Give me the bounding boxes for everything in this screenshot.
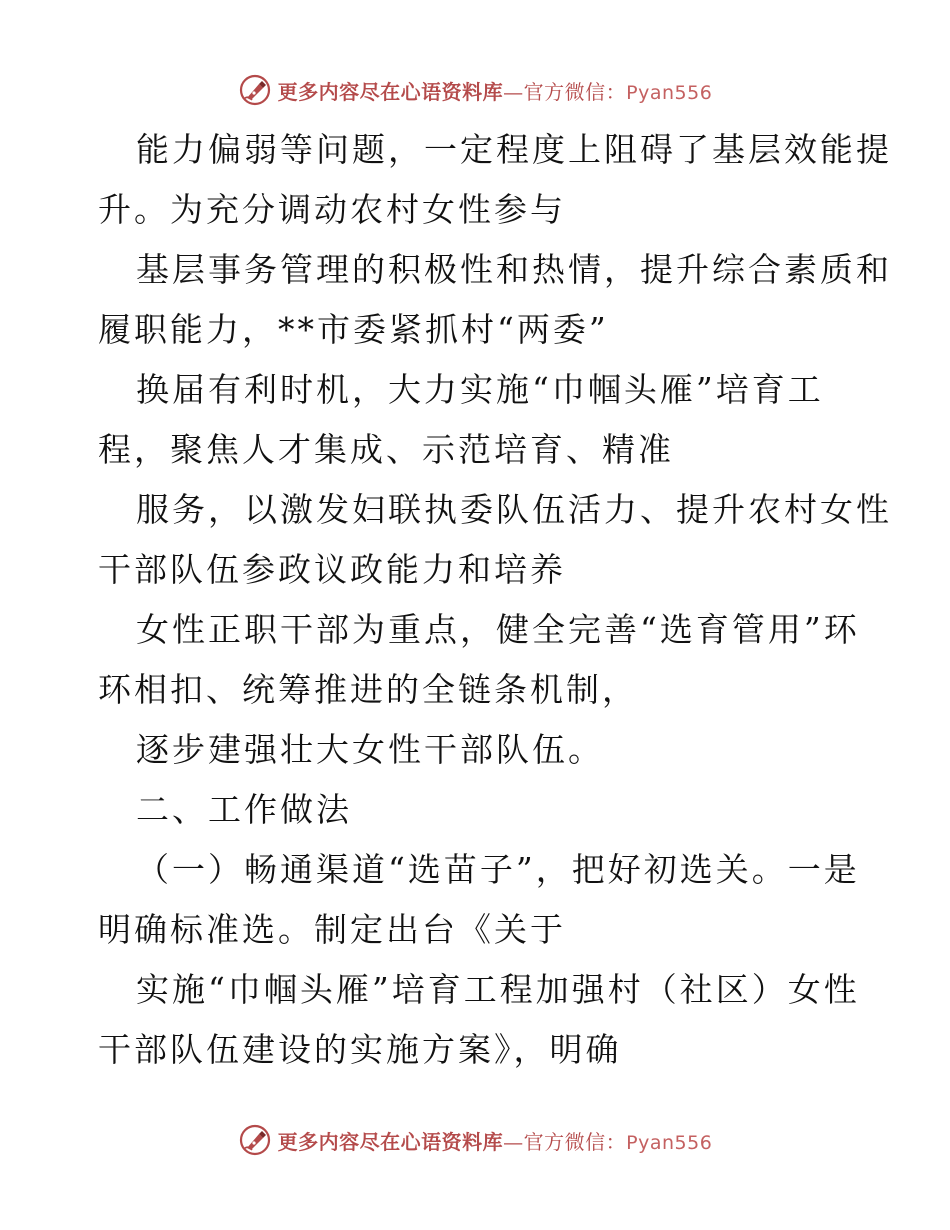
watermark-text xyxy=(278,76,713,105)
pen-nib-logo-icon xyxy=(238,73,272,107)
text-line: （一）畅通渠道“选苗子”，把好初选关。一是 xyxy=(136,850,860,889)
text-line: 换届有利时机，大力实施“巾帼头雁”培育工 xyxy=(136,370,824,409)
watermark-separator: — xyxy=(503,1129,524,1154)
pen-nib-logo-icon xyxy=(238,1123,272,1157)
watermark-separator: — xyxy=(503,79,524,104)
text-line: 履职能力，**市委紧抓村“两委” xyxy=(98,310,609,349)
text-line: 服务，以激发妇联执委队伍活力、提升农村女性 xyxy=(136,490,892,529)
text-line: 实施“巾帼头雁”培育工程加强村（社区）女性 xyxy=(136,970,860,1009)
watermark-wechat-id: Pyan556 xyxy=(626,81,713,104)
header-watermark xyxy=(0,70,950,110)
text-line: 女性正职干部为重点，健全完善“选育管用”环 xyxy=(136,610,860,649)
watermark-wechat-label: 官方微信： xyxy=(523,1129,627,1154)
watermark-site-text: 更多内容尽在心语资料库 xyxy=(277,79,504,104)
watermark-wechat-label: 官方微信： xyxy=(523,79,627,104)
text-line: 程，聚焦人才集成、示范培育、精准 xyxy=(98,430,674,469)
text-line: 干部队伍建设的实施方案》，明确 xyxy=(98,1030,622,1069)
text-line: 升。为充分调动农村女性参与 xyxy=(98,190,566,229)
text-line: 能力偏弱等问题，一定程度上阻碍了基层效能提 xyxy=(136,130,892,169)
text-line: 明确标准选。制定出台《关于 xyxy=(98,910,566,949)
text-line: 基层事务管理的积极性和热情，提升综合素质和 xyxy=(136,250,892,289)
footer-watermark xyxy=(0,1120,950,1160)
text-line: 逐步建强壮大女性干部队伍。 xyxy=(136,730,604,769)
watermark-site-text: 更多内容尽在心语资料库 xyxy=(277,1129,504,1154)
watermark-wechat-id: Pyan556 xyxy=(626,1131,713,1154)
text-line: 环相扣、统筹推进的全链条机制， xyxy=(98,670,638,709)
text-line: 干部队伍参政议政能力和培养 xyxy=(98,550,566,589)
document-body xyxy=(98,120,892,1080)
watermark-text xyxy=(278,1126,713,1155)
text-line: 二、工作做法 xyxy=(136,790,352,829)
